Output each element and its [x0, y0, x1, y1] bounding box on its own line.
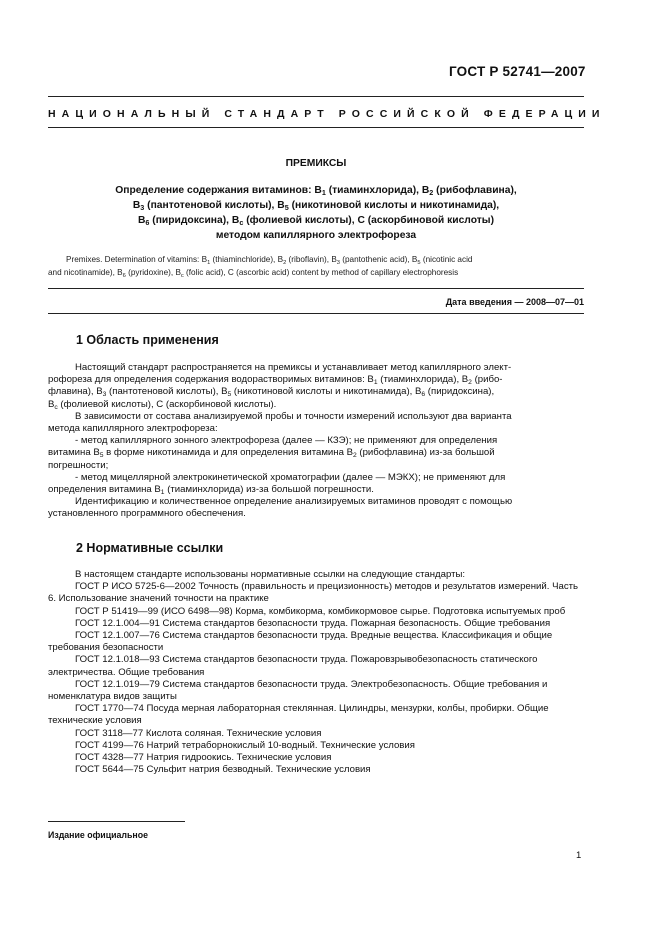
s1-line: В зависимости от состава анализируемой пробы и точности измерений используют два варианта — [75, 410, 512, 422]
s1-line: витамина $B_5$ в форме никотинамида и для определения витамина $B_2$ (рибофлавина) из-за большой — [48, 447, 495, 460]
s1-line: флавина), $B_3$ (пантотеновой кислоты), $B_5$ (никотиновой кислоты и никотинамида), $B_6$ (пиридоксина), — [48, 386, 495, 399]
references-intro: В настоящем стандарте использованы нормативные ссылки на следующие стандарты: — [75, 569, 466, 580]
header-rule-bottom — [48, 127, 584, 128]
official-edition-label: Издание официальное — [48, 830, 148, 840]
english-title — [48, 253, 584, 279]
subtitle-line-2: $B_3$ (пантотеновой кислоты), $B_5$ (никотиновой кислоты и никотинамида), — [132, 200, 500, 212]
reference-item: ГОСТ 5644—75 Сульфит натрия безводный. Технические условия — [75, 764, 371, 776]
section-2-heading: 2 Нормативные ссылки — [76, 541, 224, 555]
s1-line: Идентификацию и количественное определение анализируемых витаминов проводят с помощью — [75, 496, 513, 508]
english-title-line-1: Premixes. Determination of vitamins: $B_1$ (thiaminchloride), $B_2$ (riboflavin), $B_3$ (pantothenic acid), $B_5$ (nicotinic acid — [66, 255, 473, 266]
subtitle-line-1: Определение содержания витаминов: $B_1$ (тиаминхлорида), $B_2$ (рибофлавина), — [115, 185, 517, 197]
document-subtitle — [48, 183, 584, 243]
subtitle-line-4: методом капиллярного электрофореза — [215, 230, 417, 241]
national-standard-banner: НАЦИОНАЛЬНЫЙ СТАНДАРТ РОССИЙСКОЙ ФЕДЕРАЦИИ — [48, 108, 606, 120]
footer-rule — [48, 821, 185, 822]
reference-item: ГОСТ 12.1.007—76 Система стандартов безопасности труда. Вредные вещества. Классификация и общие требования безопасности — [48, 630, 553, 654]
date-divider — [48, 313, 584, 314]
reference-item: ГОСТ 12.1.019—79 Система стандартов безопасности труда. Электробезопасность. Общие требования и номенклатура видов защиты — [48, 678, 548, 703]
s1-line: рофореза для определения содержания водорастворимых витаминов: $B_1$ (тиаминхлорида), $B_2$ (рибо- — [48, 374, 503, 387]
reference-item: ГОСТ 1770—74 Посуда мерная лабораторная стеклянная. Цилиндры, мензурки, колбы, пробирки. Общие технические условия — [48, 703, 549, 727]
header-rule-top — [48, 96, 584, 97]
standard-code: ГОСТ Р 52741—2007 — [449, 64, 586, 79]
english-title-line-2: and nicotinamide), $B_6$ (pyridoxine), $B_c$ (folic acid), C (ascorbic acid) content by method of capillary electrophoresis — [48, 268, 459, 279]
reference-item: ГОСТ 4199—76 Натрий тетраборнокислый 10-водный. Технические условия — [75, 739, 415, 751]
s1-line: - метод капиллярного зонного электрофореза (далее — КЗЭ); не применяют для определения — [75, 435, 498, 447]
s1-line: Настоящий стандарт распространяется на премиксы и устанавливает метод капиллярного элект- — [75, 362, 512, 373]
reference-item: ГОСТ 3118—77 Кислота соляная. Технические условия — [75, 727, 322, 739]
reference-item: ГОСТ 12.1.018—93 Система стандартов безопасности труда. Пожаровзрывобезопасность статического электричества. Общие требования — [48, 654, 538, 678]
title-divider — [48, 288, 584, 289]
s1-line: установленного программного обеспечения. — [48, 508, 246, 520]
reference-item: ГОСТ 12.1.004—91 Система стандартов безопасности труда. Пожарная безопасность. Общие требования — [75, 617, 551, 629]
section-1-heading: 1 Область применения — [76, 333, 219, 347]
s1-line: погрешности; — [48, 459, 109, 471]
reference-item: ГОСТ Р 51419—99 (ИСО 6498—98) Корма, комбикорма, комбикормовое сырье. Подготовка испытуемых проб — [75, 605, 566, 617]
introduction-date: Дата введения — 2008—07—01 — [445, 297, 584, 307]
document-title: ПРЕМИКСЫ — [285, 158, 347, 169]
s1-line: - метод мицеллярной электрокинетической хроматографии (далее — МЭКХ); не применяют для — [75, 471, 506, 483]
page-number: 1 — [576, 850, 582, 861]
subtitle-line-3: $B_6$ (пиридоксина), $B_c$ (фолиевой кислоты), C (аскорбиновой кислоты) — [137, 215, 495, 227]
s1-line: определения витамина $B_1$ (тиаминхлорида) из-за большой погрешности. — [48, 484, 374, 497]
s1-line: $B_c$ (фолиевой кислоты), C (аскорбиновой кислоты). — [48, 398, 277, 411]
reference-item: ГОСТ 4328—77 Натрия гидроокись. Технические условия — [75, 752, 332, 764]
normative-references — [48, 569, 584, 776]
reference-item: ГОСТ Р ИСО 5725-6—2002 Точность (правильность и прецизионность) методов и результатов измерений. Часть 6. Использование значений точности на практике — [48, 581, 579, 605]
section-1-body — [48, 362, 584, 521]
s1-line: метода капиллярного электрофореза: — [48, 423, 218, 435]
